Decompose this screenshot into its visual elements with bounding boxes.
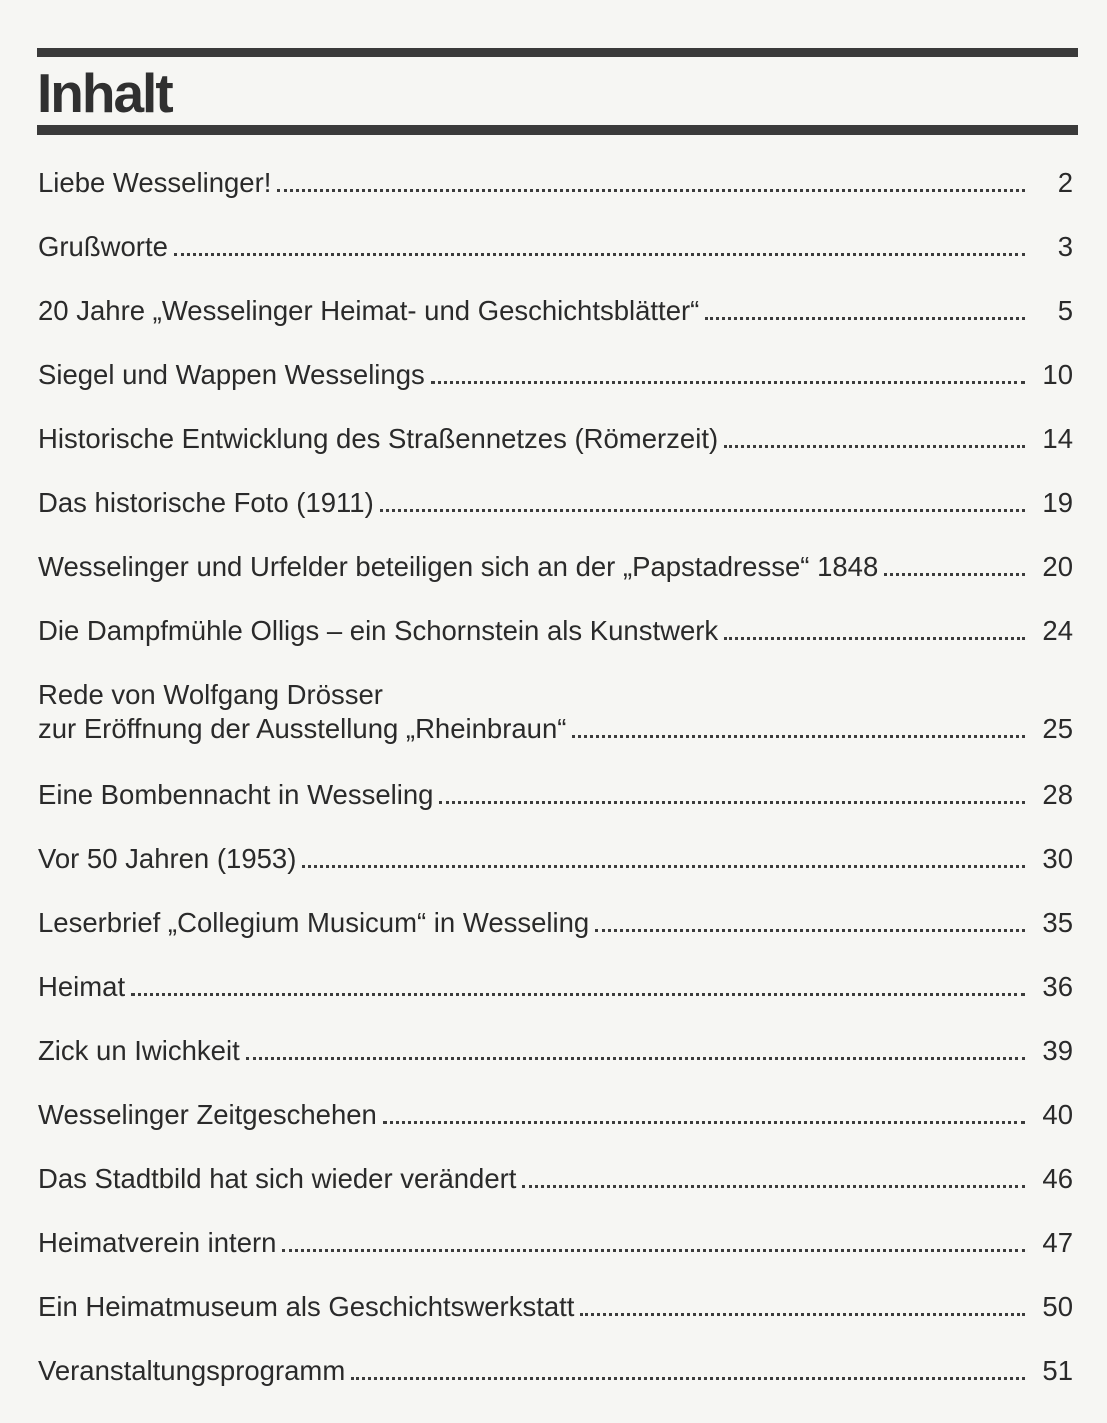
toc-entry-title-line: Rede von Wolfgang Drösser xyxy=(38,679,383,710)
toc-entry-page: 50 xyxy=(1042,1291,1073,1322)
toc-entry[interactable] xyxy=(38,166,1073,200)
toc-entry-page: 46 xyxy=(1042,1163,1073,1194)
toc-entry-page: 36 xyxy=(1042,971,1073,1002)
toc-entry-title: Wesselinger Zeitgeschehen xyxy=(38,1099,377,1130)
toc-entry-title: Liebe Wesselinger! xyxy=(38,167,272,198)
dot-leader xyxy=(595,929,1025,932)
toc-entry-title: Vor 50 Jahren (1953) xyxy=(38,843,297,874)
toc-entry-title xyxy=(38,678,572,746)
toc-entry-page: 51 xyxy=(1042,1355,1073,1386)
toc-entry-page: 40 xyxy=(1042,1099,1073,1130)
toc-entry[interactable] xyxy=(38,906,1073,940)
toc-entry-title: Zick un Iwichkeit xyxy=(38,1035,240,1066)
toc-entry[interactable] xyxy=(38,1162,1073,1196)
toc-entry-page: 19 xyxy=(1042,487,1073,518)
toc-entry-page: 28 xyxy=(1042,779,1073,810)
dot-leader xyxy=(302,865,1025,868)
toc-entry-page: 10 xyxy=(1042,359,1073,390)
dot-leader xyxy=(522,1185,1025,1188)
toc-entry-title: Ein Heimatmuseum als Geschichtswerkstatt xyxy=(38,1291,575,1322)
title-rule-top xyxy=(37,48,1078,57)
toc-entry-title: Heimatverein intern xyxy=(38,1227,277,1258)
dot-leader xyxy=(705,317,1025,320)
toc-entry[interactable] xyxy=(38,230,1073,264)
toc-entry[interactable] xyxy=(38,358,1073,392)
dot-leader xyxy=(282,1249,1025,1252)
toc-entry[interactable] xyxy=(38,778,1073,812)
dot-leader xyxy=(724,637,1025,640)
dot-leader xyxy=(380,509,1025,512)
dot-leader xyxy=(131,993,1025,996)
dot-leader xyxy=(439,801,1025,804)
toc-entry[interactable] xyxy=(38,486,1073,520)
toc-entry-page: 14 xyxy=(1042,423,1073,454)
toc-entry-title: Die Dampfmühle Olligs – ein Schornstein als Kunstwerk xyxy=(38,615,719,646)
title-rule-bottom xyxy=(37,125,1078,135)
toc-entry[interactable] xyxy=(38,422,1073,456)
dot-leader xyxy=(277,189,1025,192)
toc-entry-title: Eine Bombennacht in Wesseling xyxy=(38,779,434,810)
toc-entry[interactable] xyxy=(38,678,1073,746)
toc-entry-page: 2 xyxy=(1057,167,1073,198)
page-title: Inhalt xyxy=(37,62,172,124)
toc-entry[interactable] xyxy=(38,614,1073,648)
dot-leader xyxy=(572,735,1025,738)
toc-entry[interactable] xyxy=(38,1226,1073,1260)
toc-entry[interactable] xyxy=(38,294,1073,328)
dot-leader xyxy=(724,445,1025,448)
toc-entry-title: Das historische Foto (1911) xyxy=(38,487,374,518)
toc-entry[interactable] xyxy=(38,550,1073,584)
toc-entry-page: 35 xyxy=(1042,907,1073,938)
toc-entry-title: Siegel und Wappen Wesselings xyxy=(38,359,425,390)
toc-entry-page: 39 xyxy=(1042,1035,1073,1066)
toc-entry-title: Heimat xyxy=(38,971,126,1002)
dot-leader xyxy=(351,1377,1025,1380)
toc-entry-page: 24 xyxy=(1042,615,1073,646)
toc-entry-page: 47 xyxy=(1042,1227,1073,1258)
toc-entry-title: Das Stadtbild hat sich wieder verändert xyxy=(38,1163,517,1194)
toc-entry-page: 25 xyxy=(1042,713,1073,744)
dot-leader xyxy=(383,1121,1025,1124)
toc-entry-title: Wesselinger und Urfelder beteiligen sich an der „Papstadresse“ 1848 xyxy=(38,551,879,582)
toc-entry-title: Grußworte xyxy=(38,231,168,262)
toc-entry-page: 3 xyxy=(1057,231,1073,262)
toc-entry[interactable] xyxy=(38,842,1073,876)
dot-leader xyxy=(884,573,1025,576)
toc-entry[interactable] xyxy=(38,1034,1073,1068)
toc-entry-page: 30 xyxy=(1042,843,1073,874)
dot-leader xyxy=(246,1057,1025,1060)
toc-entry-title: Leserbrief „Collegium Musicum“ in Wesseling xyxy=(38,907,590,938)
toc-entry-title-line: zur Eröffnung der Ausstellung „Rheinbraun“ xyxy=(38,713,567,744)
toc-entry-title: Historische Entwicklung des Straßennetzes (Römerzeit) xyxy=(38,423,719,454)
dot-leader xyxy=(431,381,1025,384)
toc-entry[interactable] xyxy=(38,1098,1073,1132)
toc-entry-title: Veranstaltungsprogramm xyxy=(38,1355,346,1386)
dot-leader xyxy=(174,253,1025,256)
toc-entry-page: 5 xyxy=(1057,295,1073,326)
toc-entry[interactable] xyxy=(38,1290,1073,1324)
toc-entry-title: 20 Jahre „Wesselinger Heimat- und Geschichtsblätter“ xyxy=(38,295,700,326)
toc-entry[interactable] xyxy=(38,1354,1073,1388)
toc-entry-page: 20 xyxy=(1042,551,1073,582)
toc-entry[interactable] xyxy=(38,970,1073,1004)
dot-leader xyxy=(580,1313,1025,1316)
